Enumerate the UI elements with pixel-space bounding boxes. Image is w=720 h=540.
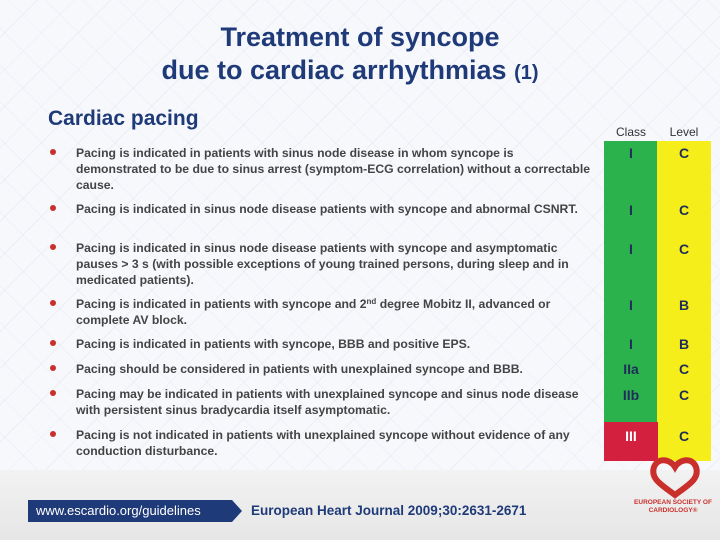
level-value: C (678, 361, 690, 377)
class-value: I (629, 145, 633, 161)
section-title: Cardiac pacing (48, 107, 199, 130)
class-value: IIa (623, 361, 639, 377)
list-item (56, 427, 596, 459)
class-value: I (629, 297, 633, 313)
level-value: C (678, 145, 690, 161)
level-value: C (678, 387, 690, 403)
bullet-icon (50, 390, 56, 396)
column-header-level: Level (669, 125, 699, 139)
superscript: nd (366, 297, 377, 306)
guidelines-link[interactable]: www.escardio.org/guidelines (28, 500, 232, 522)
list-item (56, 336, 596, 352)
list-item (56, 201, 596, 217)
list-item-text-part: Pacing is indicated in patients with syncope and 2 (76, 297, 367, 311)
list-item-text (56, 296, 596, 328)
class-value: III (625, 428, 637, 444)
list-item-text: Pacing is indicated in patients with syncope, BBB and positive EPS. (76, 337, 471, 351)
list-item (56, 240, 596, 288)
list-item-text: Pacing is indicated in sinus node disease patients with syncope and abnormal CSNRT. (76, 202, 578, 216)
level-value: C (678, 241, 690, 257)
slide-title-line2 (0, 55, 710, 88)
list-item-text: Pacing is not indicated in patients with unexplained syncope without evidence of any conduction disturbance. (76, 428, 570, 458)
bullet-icon (50, 300, 56, 306)
list-item (56, 386, 596, 418)
list-item (56, 361, 596, 377)
bullet-icon (50, 340, 56, 346)
list-item-text: Pacing should be considered in patients with unexplained syncope and BBB. (76, 362, 523, 376)
class-value: I (629, 241, 633, 257)
bullet-icon (50, 149, 56, 155)
level-value: B (678, 336, 690, 352)
esc-logo-text: EUROPEAN SOCIETY OF CARDIOLOGY® (634, 499, 712, 514)
esc-heart-logo-icon (640, 455, 710, 535)
bullet-icon (50, 205, 56, 211)
list-item-text: Pacing is indicated in patients with sinus node disease in whom syncope is demonstrated to be due to sinus arrest (symptom-ECG correlation) without a correctable cause. (76, 146, 590, 192)
level-value: C (678, 428, 690, 444)
list-item (56, 296, 596, 328)
journal-citation: European Heart Journal 2009;30:2631-2671 (251, 503, 527, 518)
bullet-icon (50, 365, 56, 371)
bullet-icon (50, 431, 56, 437)
slide-title-line2-text: due to cardiac arrhythmias (161, 55, 507, 85)
list-item-text-part: degree Mobitz II, advanced or complete AV block. (76, 297, 551, 327)
class-value: I (629, 336, 633, 352)
column-header-class: Class (615, 125, 646, 139)
slide-title-line1: Treatment of syncope (220, 22, 500, 52)
bullet-icon (50, 244, 56, 250)
class-value: IIb (622, 387, 640, 403)
level-value: C (678, 202, 690, 218)
list-item (56, 145, 596, 193)
list-item-text: Pacing is indicated in sinus node disease patients with syncope and asymptomatic pauses > 3 s (with possible exceptions of young trained persons, during sleep and in medicated patients). (76, 241, 569, 287)
class-value: I (629, 202, 633, 218)
slide-title-suffix: (1) (514, 62, 539, 84)
level-value: B (678, 297, 690, 313)
list-item-text: Pacing may be indicated in patients with unexplained syncope and sinus node disease with persistent sinus bradycardia itself asymptomatic. (76, 387, 579, 417)
